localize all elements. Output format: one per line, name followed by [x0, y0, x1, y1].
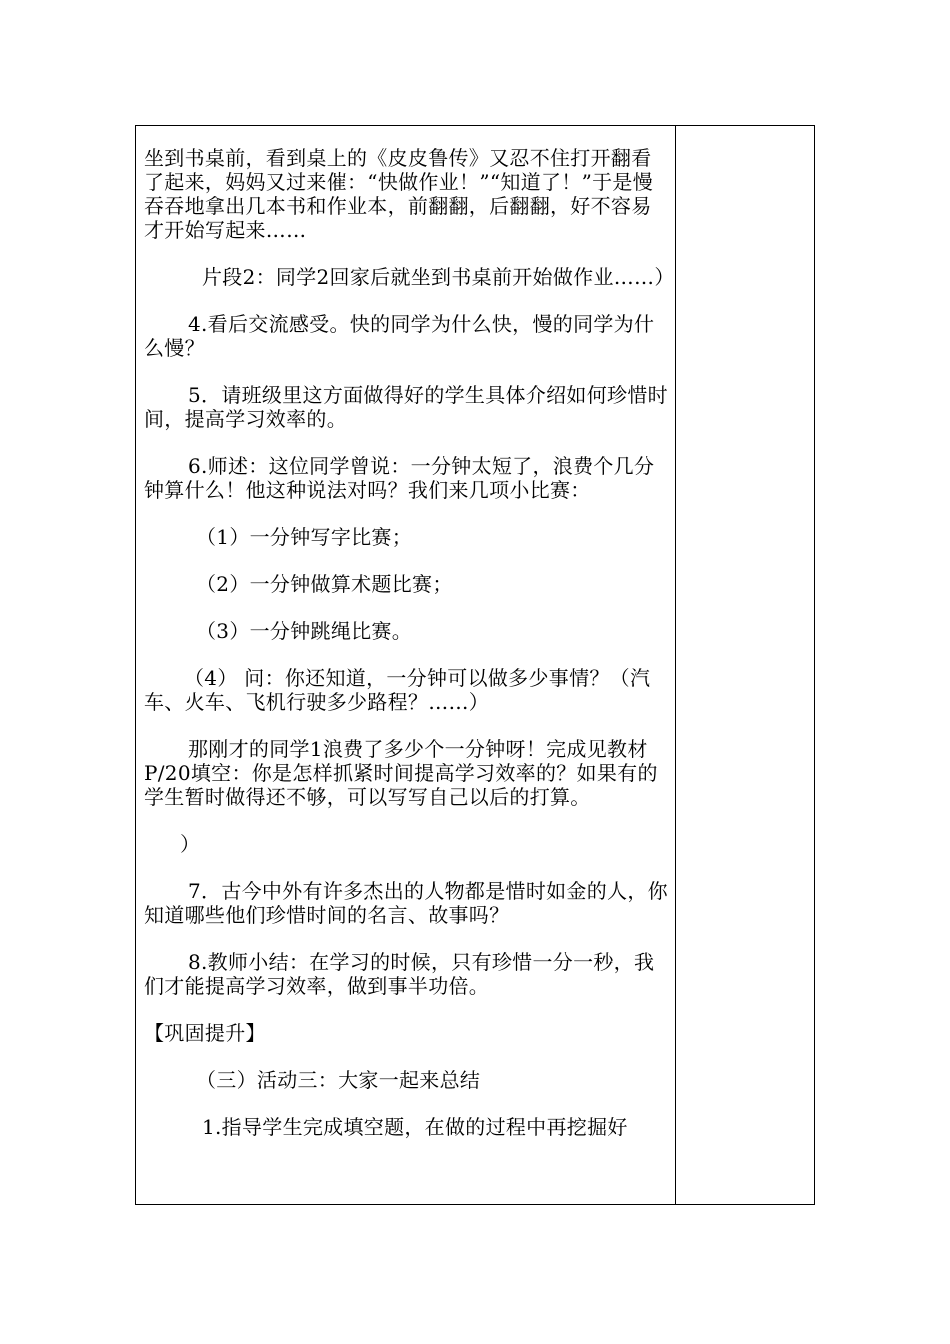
paragraph: （三）活动三：大家一起来总结 — [196, 1068, 481, 1092]
paragraph: （1）一分钟写字比赛； — [196, 525, 413, 549]
paragraph: 片段2：同学2回家后就坐到书桌前开始做作业……） — [202, 265, 675, 289]
notes-cell — [676, 126, 814, 1204]
paragraph: ） — [180, 832, 201, 856]
section-heading: 【巩固提升】 — [144, 1021, 266, 1045]
paragraph: （2）一分钟做算术题比赛； — [196, 572, 453, 596]
content-cell — [136, 126, 676, 1204]
paragraph: 6.师述：这位同学曾说：一分钟太短了，浪费个几分钟算什么！他这种说法对吗？我们来几项小比赛： — [144, 454, 655, 502]
paragraph: 7．古今中外有许多杰出的人物都是惜时如金的人，你知道哪些他们珍惜时间的名言、故事吗？ — [144, 879, 668, 927]
paragraph: （3）一分钟跳绳比赛。 — [196, 619, 413, 643]
paragraph: 1.指导学生完成填空题，在做的过程中再挖掘好 — [202, 1115, 628, 1139]
paragraph: 8.教师小结：在学习的时候，只有珍惜一分一秒，我们才能提高学习效率，做到事半功倍。 — [144, 950, 655, 998]
paragraph: 那刚才的同学1浪费了多少个一分钟呀！完成见教材P/20填空：你是怎样抓紧时间提高学习效率的？如果有的学生暂时做得还不够，可以写写自己以后的打算。 — [144, 737, 658, 809]
paragraph: 5．请班级里这方面做得好的学生具体介绍如何珍惜时间，提高学习效率的。 — [144, 383, 668, 431]
paragraph: 4.看后交流感受。快的同学为什么快，慢的同学为什么慢？ — [144, 312, 655, 360]
paragraph: 坐到书桌前，看到桌上的《皮皮鲁传》又忍不住打开翻看了起来，妈妈又过来催：“快做作业！”“知道了！”于是慢吞吞地拿出几本书和作业本，前翻翻，后翻翻，好不容易才开始写起来…… — [144, 146, 653, 242]
paragraph: （4） 问：你还知道，一分钟可以做多少事情？（汽车、火车、飞机行驶多少路程？……） — [144, 666, 651, 714]
lesson-table — [135, 125, 815, 1205]
